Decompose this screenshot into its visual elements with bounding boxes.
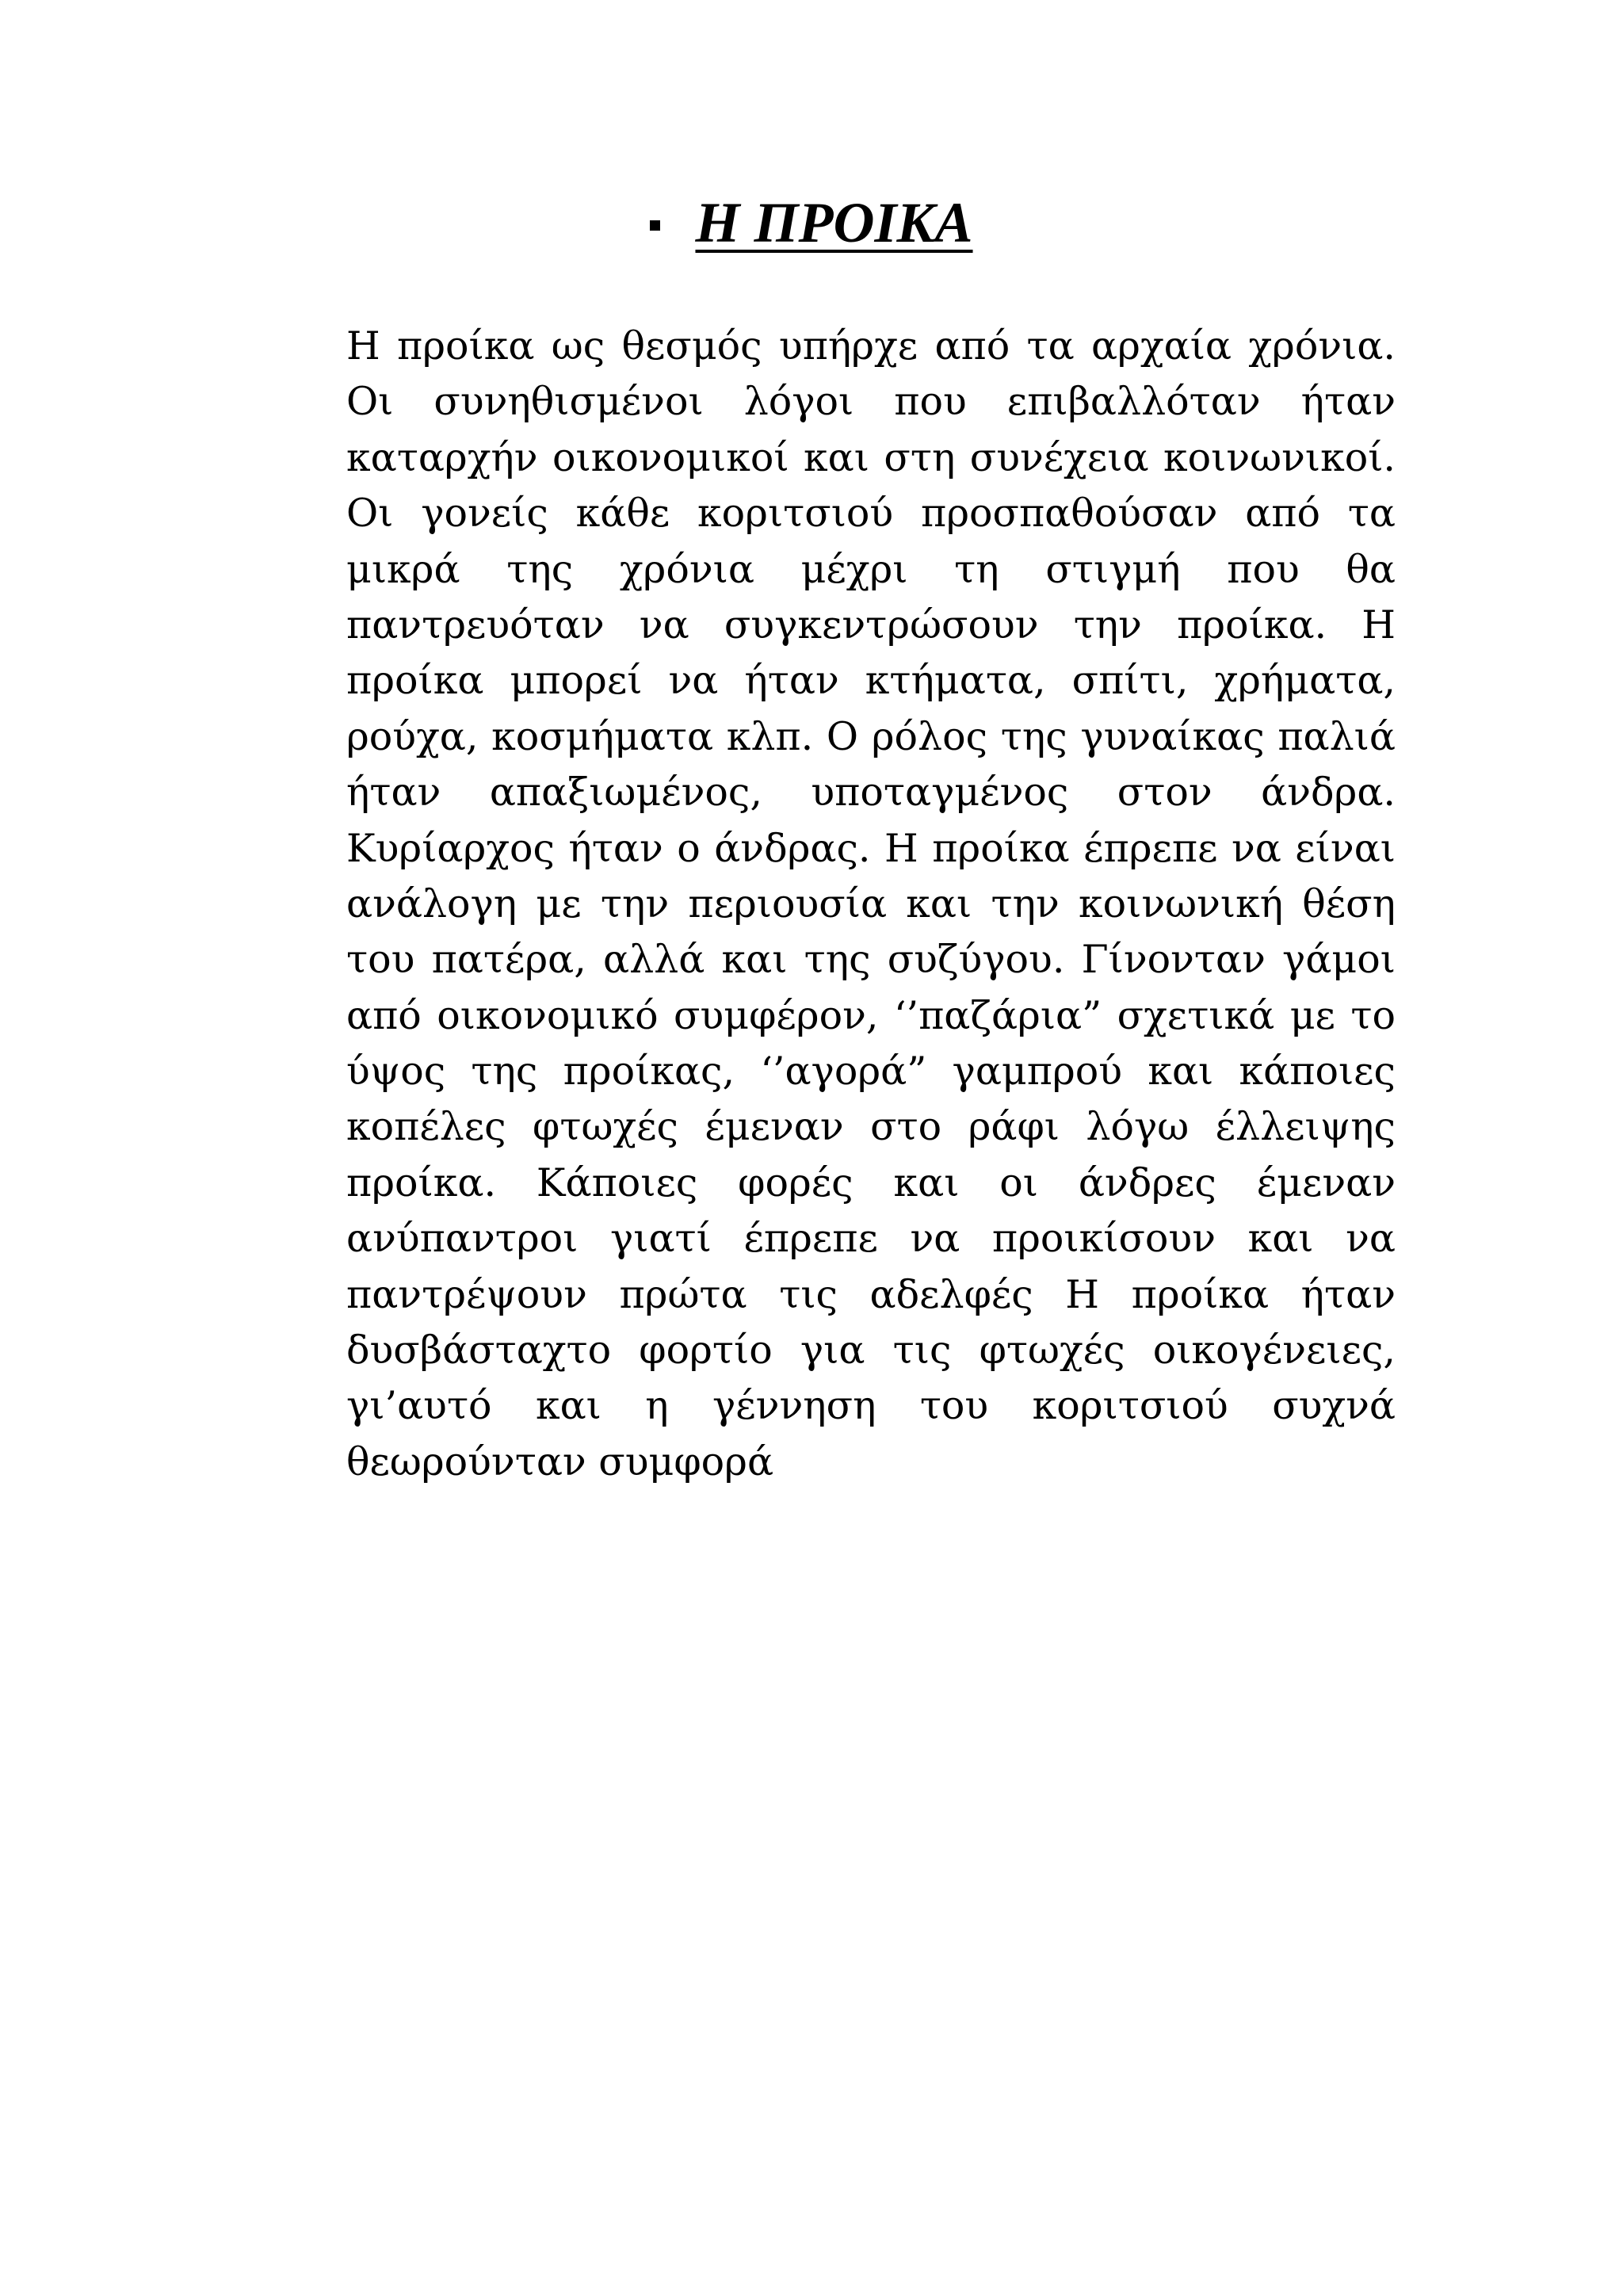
page-title: [0, 191, 1623, 254]
paragraph-line: ανύπαντροι γιατί έπρεπε να προικίσουν και να: [346, 1216, 1396, 1262]
page-title-text: Η ΠΡΟΙΚΑ: [695, 191, 973, 254]
paragraph-line: δυσβάσταχτο φορτίο για τις φτωχές οικογένειες,: [346, 1328, 1396, 1373]
paragraph-line: Η προίκα ως θεσμός υπήρχε από τα αρχαία χρόνια.: [346, 323, 1396, 369]
paragraph-line: παντρέψουν πρώτα τις αδελφές Η προίκα ήταν: [346, 1271, 1396, 1317]
paragraph-line: ύψος της προίκας, ‘’αγορά” γαμπρού και κάποιες: [346, 1049, 1396, 1095]
paragraph-line: προίκα. Κάποιες φορές και οι άνδρες έμεναν: [346, 1159, 1396, 1205]
paragraph-line: κοπέλες φτωχές έμεναν στο ράφι λόγω έλλειψης: [346, 1104, 1396, 1150]
paragraph-line: θεωρούνταν συμφορά: [346, 1438, 774, 1484]
paragraph-line: καταρχήν οικονομικοί και στη συνέχεια κοινωνικοί.: [346, 434, 1396, 480]
body-paragraph: [346, 319, 1396, 1490]
paragraph-line: Οι συνηθισμένοι λόγοι που επιβαλλόταν ήταν: [346, 379, 1396, 425]
paragraph-line: Κυρίαρχος ήταν ο άνδρας. Η προίκα έπρεπε να είναι: [346, 825, 1396, 871]
paragraph-line: του πατέρα, αλλά και της συζύγου. Γίνονταν γάμοι: [346, 937, 1396, 983]
paragraph-line: ανάλογη με την περιουσία και την κοινωνική θέση: [346, 881, 1396, 926]
paragraph-line: προίκα μπορεί να ήταν κτήματα, σπίτι, χρήματα,: [346, 658, 1396, 704]
square-bullet-icon: [650, 220, 660, 231]
paragraph-line: από οικονομικό συμφέρον, ‘’παζάρια” σχετικά με το: [346, 992, 1396, 1038]
paragraph-line: ήταν απαξιωμένος, υποταγμένος στον άνδρα.: [346, 770, 1396, 816]
paragraph-line: ρούχα, κοσμήματα κλπ. Ο ρόλος της γυναίκας παλιά: [346, 713, 1396, 759]
paragraph-line: μικρά της χρόνια μέχρι τη στιγμή που θα: [346, 546, 1396, 592]
paragraph-line: γι’αυτό και η γέννηση του κοριτσιού συχνά: [346, 1383, 1396, 1429]
paragraph-line: Οι γονείς κάθε κοριτσιού προσπαθούσαν από τα: [346, 491, 1396, 537]
paragraph-line: παντρευόταν να συγκεντρώσουν την προίκα. Η: [346, 602, 1396, 648]
